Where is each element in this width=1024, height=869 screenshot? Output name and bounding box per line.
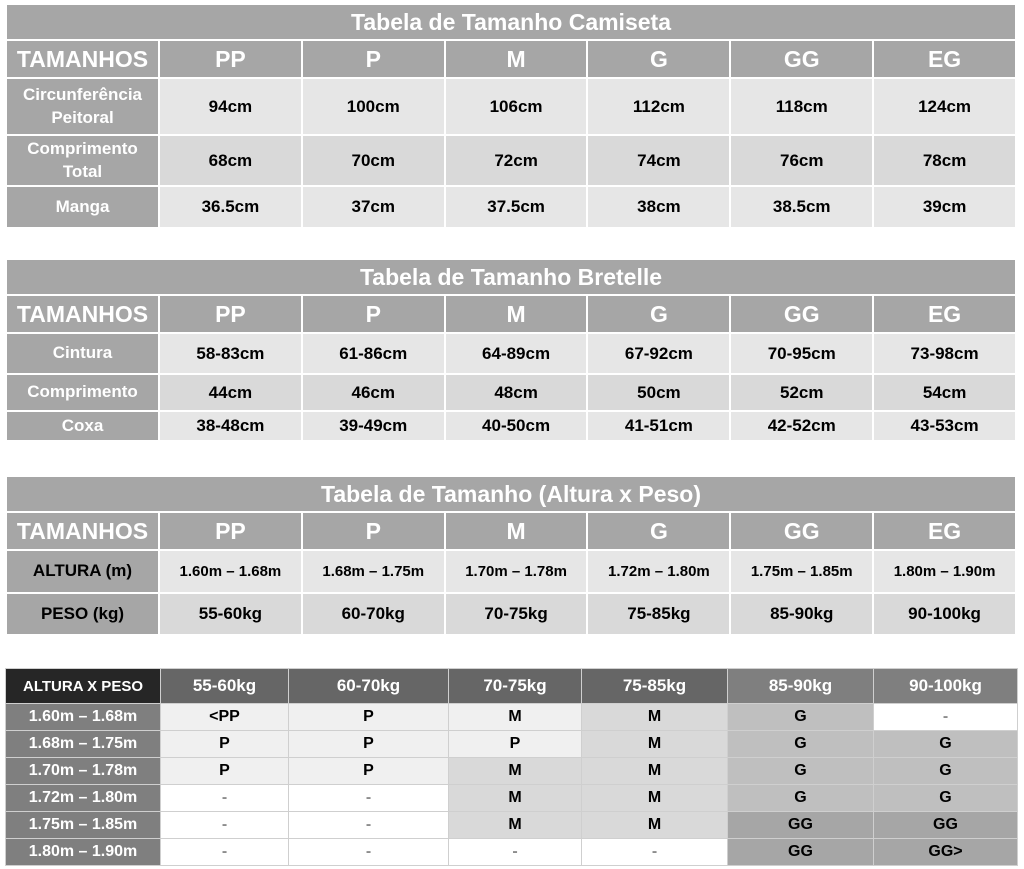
value-cell: 55-60kg: [160, 594, 301, 634]
value-cell: 50cm: [588, 375, 729, 410]
table-row: [7, 375, 1015, 410]
header-cell: G: [588, 41, 729, 77]
value-cell: 73-98cm: [874, 334, 1015, 373]
value-cell: 38cm: [588, 187, 729, 227]
matrix-row-header: 1.80m – 1.90m: [6, 839, 161, 866]
value-cell: 38-48cm: [160, 412, 301, 440]
value-cell: 67-92cm: [588, 334, 729, 373]
matrix-cell: M: [582, 812, 728, 839]
header-cell: GG: [731, 513, 872, 549]
altura-peso-title: Tabela de Tamanho (Altura x Peso): [7, 477, 1015, 511]
table-row: [7, 412, 1015, 440]
matrix-cell: -: [289, 785, 449, 812]
table-row: [7, 187, 1015, 227]
row-label: Comprimento Total: [7, 136, 158, 185]
table-row: [6, 758, 1018, 785]
matrix-cell: P: [161, 731, 289, 758]
camiseta-size-table: [5, 3, 1017, 229]
matrix-column-header: 70-75kg: [449, 669, 582, 704]
matrix-cell: M: [582, 785, 728, 812]
value-cell: 100cm: [303, 79, 444, 134]
matrix-cell: -: [449, 839, 582, 866]
table-row: [6, 839, 1018, 866]
header-cell: P: [303, 296, 444, 332]
header-cell: M: [446, 296, 587, 332]
table-row: [6, 704, 1018, 731]
matrix-cell: -: [582, 839, 728, 866]
matrix-cell: P: [449, 731, 582, 758]
value-cell: 1.70m – 1.78m: [446, 551, 587, 592]
value-cell: 72cm: [446, 136, 587, 185]
value-cell: 42-52cm: [731, 412, 872, 440]
matrix-column-header: 90-100kg: [874, 669, 1018, 704]
value-cell: 124cm: [874, 79, 1015, 134]
header-cell: G: [588, 513, 729, 549]
value-cell: 1.68m – 1.75m: [303, 551, 444, 592]
table-row: [7, 79, 1015, 134]
camiseta-header-row: [7, 41, 1015, 77]
header-cell: M: [446, 41, 587, 77]
header-cell: G: [588, 296, 729, 332]
bretelle-title: Tabela de Tamanho Bretelle: [7, 260, 1015, 294]
matrix-cell: P: [289, 758, 449, 785]
matrix-cell: -: [161, 812, 289, 839]
value-cell: 1.75m – 1.85m: [731, 551, 872, 592]
row-label: Circunferência Peitoral: [7, 79, 158, 134]
matrix-header-row: [6, 669, 1018, 704]
value-cell: 74cm: [588, 136, 729, 185]
bretelle-header-row: [7, 296, 1015, 332]
value-cell: 70-75kg: [446, 594, 587, 634]
value-cell: 68cm: [160, 136, 301, 185]
matrix-column-header: 75-85kg: [582, 669, 728, 704]
value-cell: 85-90kg: [731, 594, 872, 634]
matrix-row-header: 1.70m – 1.78m: [6, 758, 161, 785]
matrix-cell: M: [582, 731, 728, 758]
matrix-cell: G: [874, 731, 1018, 758]
matrix-row-header: 1.60m – 1.68m: [6, 704, 161, 731]
table-row: [6, 731, 1018, 758]
value-cell: 76cm: [731, 136, 872, 185]
value-cell: 38.5cm: [731, 187, 872, 227]
matrix-cell: G: [728, 704, 874, 731]
value-cell: 44cm: [160, 375, 301, 410]
value-cell: 37.5cm: [446, 187, 587, 227]
header-cell: TAMANHOS: [7, 41, 158, 77]
value-cell: 75-85kg: [588, 594, 729, 634]
matrix-cell: P: [161, 758, 289, 785]
matrix-cell: -: [161, 785, 289, 812]
value-cell: 1.72m – 1.80m: [588, 551, 729, 592]
matrix-cell: -: [161, 839, 289, 866]
value-cell: 70-95cm: [731, 334, 872, 373]
matrix-row-header: 1.68m – 1.75m: [6, 731, 161, 758]
value-cell: 118cm: [731, 79, 872, 134]
row-label: Comprimento: [7, 375, 158, 410]
value-cell: 106cm: [446, 79, 587, 134]
matrix-cell: M: [582, 704, 728, 731]
altura-peso-matrix: [5, 668, 1018, 866]
matrix-cell: GG: [728, 839, 874, 866]
matrix-cell: P: [289, 731, 449, 758]
header-cell: PP: [160, 296, 301, 332]
value-cell: 112cm: [588, 79, 729, 134]
row-label: Cintura: [7, 334, 158, 373]
header-cell: PP: [160, 41, 301, 77]
matrix-cell: M: [449, 785, 582, 812]
value-cell: 46cm: [303, 375, 444, 410]
value-cell: 64-89cm: [446, 334, 587, 373]
table-row: [7, 551, 1015, 592]
altura-peso-table: [5, 475, 1017, 636]
row-label: Coxa: [7, 412, 158, 440]
row-label: Manga: [7, 187, 158, 227]
value-cell: 1.60m – 1.68m: [160, 551, 301, 592]
camiseta-title: Tabela de Tamanho Camiseta: [7, 5, 1015, 39]
matrix-cell: M: [449, 758, 582, 785]
header-cell: EG: [874, 513, 1015, 549]
matrix-cell: G: [728, 731, 874, 758]
matrix-cell: GG>: [874, 839, 1018, 866]
matrix-column-header: 55-60kg: [161, 669, 289, 704]
value-cell: 58-83cm: [160, 334, 301, 373]
table-row: [7, 136, 1015, 185]
matrix-cell: M: [449, 704, 582, 731]
header-cell: TAMANHOS: [7, 296, 158, 332]
header-cell: EG: [874, 41, 1015, 77]
matrix-row-header: 1.75m – 1.85m: [6, 812, 161, 839]
header-cell: GG: [731, 296, 872, 332]
header-cell: M: [446, 513, 587, 549]
value-cell: 48cm: [446, 375, 587, 410]
value-cell: 40-50cm: [446, 412, 587, 440]
matrix-cell: G: [728, 758, 874, 785]
matrix-column-header: 85-90kg: [728, 669, 874, 704]
table-row: [7, 334, 1015, 373]
row-label: PESO (kg): [7, 594, 158, 634]
header-cell: EG: [874, 296, 1015, 332]
matrix-cell: GG: [874, 812, 1018, 839]
matrix-cell: P: [289, 704, 449, 731]
row-label: ALTURA (m): [7, 551, 158, 592]
value-cell: 36.5cm: [160, 187, 301, 227]
altura-peso-header-row: [7, 513, 1015, 549]
matrix-cell: G: [874, 758, 1018, 785]
value-cell: 39cm: [874, 187, 1015, 227]
matrix-cell: G: [728, 785, 874, 812]
value-cell: 39-49cm: [303, 412, 444, 440]
matrix-cell: M: [449, 812, 582, 839]
value-cell: 94cm: [160, 79, 301, 134]
matrix-cell: G: [874, 785, 1018, 812]
matrix-cell: -: [289, 839, 449, 866]
matrix-cell: -: [289, 812, 449, 839]
matrix-cell: <PP: [161, 704, 289, 731]
value-cell: 60-70kg: [303, 594, 444, 634]
matrix-cell: GG: [728, 812, 874, 839]
matrix-cell: M: [582, 758, 728, 785]
value-cell: 52cm: [731, 375, 872, 410]
table-row: [6, 812, 1018, 839]
value-cell: 1.80m – 1.90m: [874, 551, 1015, 592]
value-cell: 78cm: [874, 136, 1015, 185]
header-cell: P: [303, 513, 444, 549]
matrix-row-header: 1.72m – 1.80m: [6, 785, 161, 812]
value-cell: 43-53cm: [874, 412, 1015, 440]
matrix-column-header: 60-70kg: [289, 669, 449, 704]
header-cell: GG: [731, 41, 872, 77]
table-row: [6, 785, 1018, 812]
value-cell: 90-100kg: [874, 594, 1015, 634]
value-cell: 37cm: [303, 187, 444, 227]
header-cell: PP: [160, 513, 301, 549]
value-cell: 54cm: [874, 375, 1015, 410]
header-cell: TAMANHOS: [7, 513, 158, 549]
matrix-corner: ALTURA X PESO: [6, 669, 161, 704]
matrix-cell: -: [874, 704, 1018, 731]
value-cell: 61-86cm: [303, 334, 444, 373]
header-cell: P: [303, 41, 444, 77]
bretelle-size-table: [5, 258, 1017, 442]
value-cell: 41-51cm: [588, 412, 729, 440]
value-cell: 70cm: [303, 136, 444, 185]
table-row: [7, 594, 1015, 634]
